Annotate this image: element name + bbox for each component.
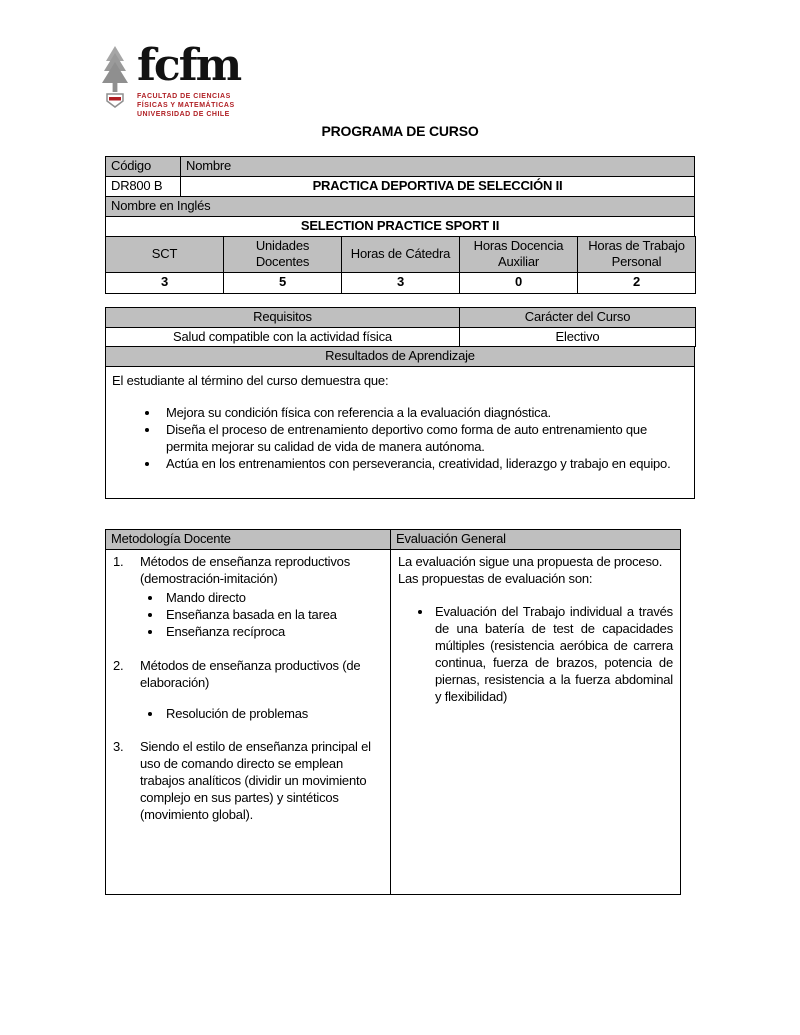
evaluation-header-cell: Evaluación General — [391, 530, 681, 550]
unidades-docentes-header-cell: Unidades Docentes — [224, 236, 342, 272]
unidades-docentes-value-cell: 5 — [224, 272, 342, 293]
requisitos-table — [105, 307, 696, 348]
method-item-1-number: 1. — [113, 554, 124, 570]
method-item-2-text: Métodos de enseñanza productivos (de elaboración) — [140, 657, 361, 690]
document-content — [105, 0, 695, 895]
results-content-row — [106, 367, 695, 499]
code-header-row — [106, 157, 695, 177]
evaluation-bullet-list — [398, 604, 673, 705]
hours-table — [105, 236, 696, 294]
english-label-row — [106, 196, 695, 216]
method-item-1 — [113, 554, 383, 588]
horas-trabajo-personal-header-cell: Horas de Trabajo Personal — [578, 236, 696, 272]
method-item-2-bullets — [113, 706, 383, 723]
evaluation-bullet: • Evaluación del Trabajo individual a través de una batería de test de capacidades múltiples (resistencia aeróbica de carrera continua, fuerza de brazos, potencia de piernas, resistencia a la fuerza abdominal y flexibilidad) — [433, 604, 673, 705]
sct-header-cell: SCT — [106, 236, 224, 272]
course-code-table — [105, 156, 695, 197]
english-value-row — [106, 216, 695, 236]
university-crest-icon — [100, 45, 130, 111]
english-name-table — [105, 196, 695, 237]
method-item-2 — [113, 658, 383, 692]
english-value-cell: SELECTION PRACTICE SPORT II — [106, 216, 695, 236]
fcfm-wordmark: fcfm — [137, 40, 241, 91]
horas-catedra-value-cell: 3 — [342, 272, 460, 293]
results-header-cell: Resultados de Aprendizaje — [106, 347, 695, 367]
nombre-label-cell: Nombre — [181, 157, 695, 177]
code-value-row — [106, 176, 695, 196]
results-bullet: • Diseña el proceso de entrenamiento deportivo como forma de auto entrenamiento que permita mejorar su calidad de vida de manera autónoma. — [160, 422, 686, 456]
nombre-value-cell: PRACTICA DEPORTIVA DE SELECCIÓN II — [181, 176, 695, 196]
horas-docencia-auxiliar-header-cell: Horas Docencia Auxiliar — [460, 236, 578, 272]
requisitos-label-cell: Requisitos — [106, 307, 460, 327]
horas-catedra-header-cell: Horas de Cátedra — [342, 236, 460, 272]
results-bullet: • Mejora su condición física con referencia a la evaluación diagnóstica. — [160, 405, 686, 422]
method-item-3-number: 3. — [113, 739, 124, 755]
fcfm-logo — [100, 40, 241, 119]
horas-docencia-auxiliar-value-cell: 0 — [460, 272, 578, 293]
codigo-value-cell: DR800 B — [106, 176, 181, 196]
requisitos-value-cell: Salud compatible con la actividad física — [106, 327, 460, 347]
hours-header-row — [106, 236, 696, 272]
results-intro: El estudiante al término del curso demuestra que: — [112, 373, 389, 389]
results-bullet: • Actúa en los entrenamientos con perseverancia, creatividad, liderazgo y trabajo en equipo. — [160, 456, 686, 473]
method-item-1-text: Métodos de enseñanza reproductivos (demostración-imitación) — [140, 554, 351, 587]
faculty-line-1: FACULTAD DE CIENCIAS — [137, 92, 231, 100]
english-label-cell: Nombre en Inglés — [106, 196, 695, 216]
page-title: PROGRAMA DE CURSO — [321, 123, 479, 139]
method-item-2-number: 2. — [113, 657, 124, 673]
evaluation-content-cell — [391, 550, 681, 895]
methodology-content-cell — [106, 550, 391, 895]
method-bullet: • Mando directo — [163, 590, 383, 607]
caracter-value-cell: Electivo — [460, 327, 696, 347]
results-content-cell — [106, 367, 695, 499]
caracter-label-cell: Carácter del Curso — [460, 307, 696, 327]
evaluation-intro: La evaluación sigue una propuesta de proceso. Las propuestas de evaluación son: — [398, 554, 663, 587]
codigo-label-cell: Código — [106, 157, 181, 177]
methodology-header-cell: Metodología Docente — [106, 530, 391, 550]
method-item-3 — [113, 739, 383, 823]
sct-value-cell: 3 — [106, 272, 224, 293]
method-bullet: • Enseñanza basada en la tarea — [163, 607, 383, 624]
requisitos-values-row — [106, 327, 696, 347]
horas-trabajo-personal-value-cell: 2 — [578, 272, 696, 293]
methodology-header-row — [106, 530, 681, 550]
results-table — [105, 346, 695, 499]
faculty-lines — [137, 92, 240, 119]
method-bullet: • Resolución de problemas — [163, 706, 383, 723]
results-header-row — [106, 347, 695, 367]
method-item-1-bullets — [113, 590, 383, 641]
hours-values-row — [106, 272, 696, 293]
faculty-line-2: FÍSICAS Y MATEMÁTICAS — [137, 101, 235, 109]
logo-text — [137, 40, 241, 119]
results-bullet-list — [112, 405, 686, 473]
faculty-line-3: UNIVERSIDAD DE CHILE — [137, 110, 230, 118]
method-bullet: • Enseñanza recíproca — [163, 624, 383, 641]
methodology-evaluation-table — [105, 529, 681, 895]
methodology-content-row — [106, 550, 681, 895]
requisitos-header-row — [106, 307, 696, 327]
method-item-3-text: Siendo el estilo de enseñanza principal el uso de comando directo se emplean trabajos analíticos (dividir un movimiento complejo en sus partes) y sintéticos (movimiento global). — [140, 739, 371, 822]
